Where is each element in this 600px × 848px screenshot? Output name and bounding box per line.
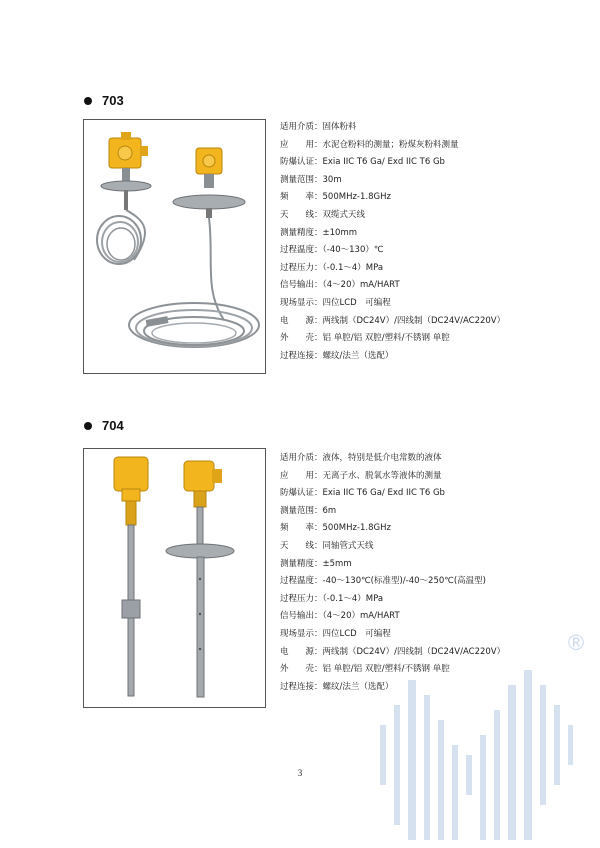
spec-label: 防爆认证： — [280, 488, 323, 499]
spec-row — [280, 591, 580, 609]
spec-label: 测量范围： — [280, 505, 323, 516]
spec-row — [280, 189, 580, 207]
spec-value: 500MHz-1.8GHz — [322, 192, 391, 203]
spec-row — [280, 556, 580, 574]
spec-value: 四位LCD 可编程 — [322, 628, 391, 639]
spec-value: 500MHz-1.8GHz — [322, 523, 391, 534]
spec-row — [280, 242, 580, 260]
spec-label: 天 线： — [280, 540, 323, 551]
spec-label: 电 源： — [280, 315, 323, 326]
spec-label: 过程压力： — [280, 593, 323, 604]
spec-value: （4～20）mA/HART — [322, 280, 400, 291]
spec-label: 测量范围： — [280, 174, 323, 185]
spec-row — [280, 330, 580, 348]
spec-row — [280, 260, 580, 278]
spec-label: 外 壳： — [280, 333, 323, 344]
section-703-header — [84, 93, 124, 108]
spec-row — [280, 450, 580, 468]
spec-value: 水泥仓粉料的测量；粉煤灰粉料测量 — [322, 139, 459, 150]
watermark-mark: ® — [568, 630, 585, 655]
spec-row — [280, 520, 580, 538]
spec-row — [280, 119, 580, 137]
spec-label: 现场显示： — [280, 628, 323, 639]
spec-label: 过程压力： — [280, 262, 323, 273]
spec-value: 液体，特别是低介电常数的液体 — [322, 453, 442, 463]
spec-label: 信号输出： — [280, 280, 323, 291]
spec-value: Exia IIC T6 Ga/ Exd IIC T6 Gb — [322, 157, 445, 168]
spec-label: 防爆认证： — [280, 157, 323, 168]
spec-row — [280, 468, 580, 486]
product-photo-703 — [83, 119, 266, 374]
spec-value: 铝 单腔/铝 双腔/塑料/不锈钢 单腔 — [322, 664, 450, 675]
section-title: 704 — [102, 418, 124, 433]
spec-label: 适用介质： — [280, 122, 323, 132]
spec-row — [280, 608, 580, 626]
spec-row — [280, 485, 580, 503]
spec-row — [280, 137, 580, 155]
spec-row — [280, 154, 580, 172]
spec-label: 测量精度： — [280, 227, 323, 238]
spec-value: ±5mm — [322, 558, 352, 569]
spec-value: （-0.1～4）MPa — [322, 593, 384, 604]
spec-label: 过程连接： — [280, 681, 323, 692]
spec-row — [280, 172, 580, 190]
spec-label: 外 壳： — [280, 664, 323, 675]
spec-value: -40～130℃(标准型)/-40～250℃(高温型) — [322, 576, 486, 587]
spec-label: 过程温度： — [280, 245, 323, 256]
page-number: 3 — [297, 768, 303, 778]
spec-value: 双缆式天线 — [322, 209, 366, 220]
spec-value: （4～20）mA/HART — [322, 611, 400, 622]
spec-label: 适用介质： — [280, 453, 323, 463]
spec-row — [280, 573, 580, 591]
spec-row — [280, 313, 580, 331]
spec-row — [280, 225, 580, 243]
bullet-icon — [84, 97, 92, 105]
spec-value: 两线制（DC24V）/四线制（DC24V/AC220V） — [322, 315, 506, 326]
spec-value: 螺纹/法兰（选配） — [322, 681, 394, 692]
spec-value: 铝 单腔/铝 双腔/塑料/不锈钢 单腔 — [322, 333, 450, 344]
spec-label: 应 用： — [280, 470, 323, 481]
spec-value: 两线制（DC24V）/四线制（DC24V/AC220V） — [322, 646, 506, 657]
spec-value: （-40～130）℃ — [322, 245, 384, 256]
spec-label: 频 率： — [280, 192, 323, 203]
spec-value: ±10mm — [322, 227, 358, 238]
spec-value: 30m — [322, 174, 342, 185]
spec-row — [280, 348, 580, 366]
product-photo-704 — [83, 448, 266, 708]
spec-value: Exia IIC T6 Ga/ Exd IIC T6 Gb — [322, 488, 445, 499]
section-title: 703 — [102, 93, 124, 108]
spec-label: 信号输出： — [280, 611, 323, 622]
spec-label: 过程连接： — [280, 350, 323, 361]
section-704-header — [84, 418, 124, 433]
spec-label: 频 率： — [280, 523, 323, 534]
spec-label: 天 线： — [280, 209, 323, 220]
spec-row — [280, 503, 580, 521]
spec-value: 四位LCD 可编程 — [322, 297, 391, 308]
spec-label: 过程温度： — [280, 576, 323, 587]
spec-row — [280, 538, 580, 556]
spec-label: 测量精度： — [280, 558, 323, 569]
spec-row — [280, 277, 580, 295]
spec-row — [280, 207, 580, 225]
spec-value: 螺纹/法兰（选配） — [322, 350, 394, 361]
spec-value: 固体粉料 — [322, 122, 357, 132]
spec-value: 6m — [322, 505, 337, 516]
spec-value: （-0.1～4）MPa — [322, 262, 384, 273]
spec-label: 电 源： — [280, 646, 323, 657]
spec-value: 同轴管式天线 — [322, 540, 374, 551]
spec-list-703 — [280, 119, 580, 365]
spec-label: 应 用： — [280, 139, 323, 150]
spec-row — [280, 295, 580, 313]
spec-value: 无离子水、脱氧水等液体的测量 — [322, 470, 442, 481]
spec-label: 现场显示： — [280, 297, 323, 308]
bullet-icon — [84, 422, 92, 430]
watermark-logo — [370, 625, 595, 844]
